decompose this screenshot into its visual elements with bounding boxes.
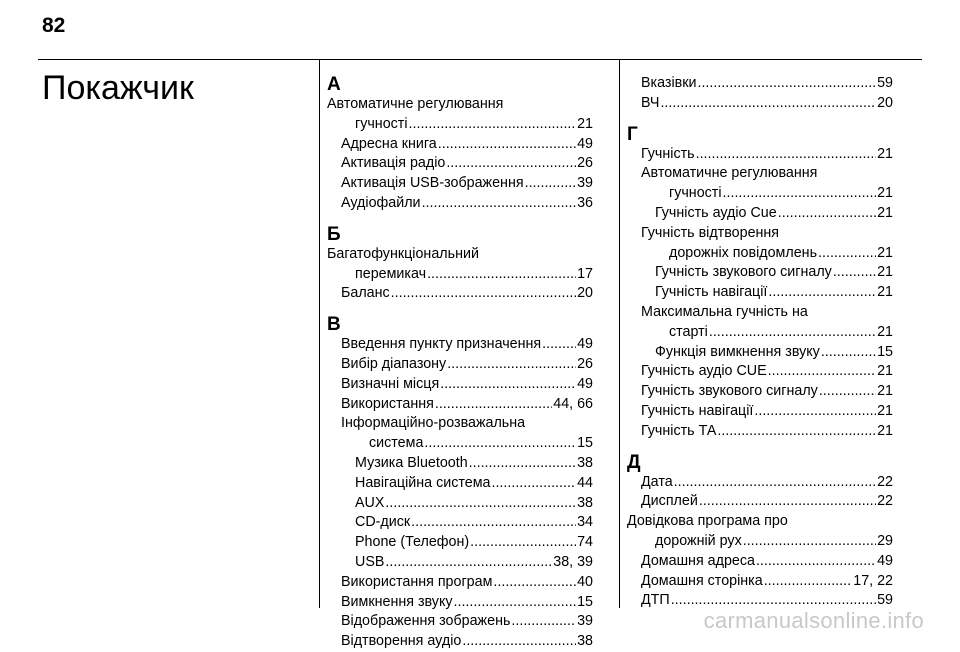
entry-label: Введення пункту призначення <box>341 336 542 353</box>
page-reference[interactable]: 15 <box>577 593 593 610</box>
entry-label: Гучність ТА <box>641 422 717 439</box>
dot-leader <box>435 395 552 415</box>
page-reference[interactable]: 39 <box>577 613 593 630</box>
entry-label-line: Багатофункціональний <box>327 245 479 262</box>
dot-leader <box>411 513 576 533</box>
page-reference[interactable]: 21 <box>877 185 893 202</box>
dot-leader <box>440 375 576 395</box>
index-entry <box>627 94 893 114</box>
dot-leader <box>699 492 876 512</box>
entry-label: Гучність навігації <box>641 402 754 419</box>
dot-leader <box>833 263 876 283</box>
page-reference[interactable]: 44, 66 <box>553 395 593 412</box>
page-reference[interactable]: 21 <box>877 145 893 162</box>
dot-leader <box>756 552 876 572</box>
entry-label: Активація USB-зображення <box>341 175 524 192</box>
page-reference[interactable]: 38 <box>577 454 593 471</box>
entry-label-line: Автоматичне регулювання <box>327 96 504 112</box>
page-reference[interactable]: 38, 39 <box>553 553 593 570</box>
index-entry <box>627 492 893 512</box>
dot-leader <box>391 284 576 304</box>
index-entry <box>327 194 593 214</box>
dot-leader <box>424 434 576 454</box>
page-reference[interactable]: 40 <box>577 573 593 590</box>
page-reference[interactable]: 17 <box>577 265 593 282</box>
index-entry <box>327 375 593 395</box>
dot-leader <box>723 184 877 204</box>
dot-leader <box>525 174 577 194</box>
entry-label: дорожніх повідомлень <box>669 244 818 261</box>
dot-leader <box>660 94 876 114</box>
entry-label: гучності <box>669 185 722 202</box>
index-letter-heading: А <box>327 74 341 95</box>
page-reference[interactable]: 17, 22 <box>853 572 893 589</box>
index-entry <box>627 552 893 572</box>
entry-label: Вимкнення звуку <box>341 593 453 610</box>
page-reference[interactable]: 26 <box>577 355 593 372</box>
page-reference[interactable]: 38 <box>577 633 593 650</box>
dot-leader <box>674 473 876 493</box>
entry-label: Гучність навігації <box>655 284 768 301</box>
dot-leader <box>764 572 853 592</box>
index-subentry <box>327 454 593 474</box>
page-reference[interactable]: 21 <box>877 204 893 221</box>
index-entry <box>627 145 893 165</box>
dot-leader <box>696 145 876 165</box>
index-entry <box>627 74 893 94</box>
page-reference[interactable]: 38 <box>577 494 593 511</box>
entry-label: Phone (Телефон) <box>355 534 470 551</box>
page-reference[interactable]: 21 <box>877 244 893 261</box>
dot-leader <box>409 115 577 135</box>
dot-leader <box>454 593 577 613</box>
index-title: Покажчик <box>42 69 194 107</box>
watermark: carmanualsonline.info <box>703 608 924 633</box>
entry-label: Функція вимкнення звуку <box>655 343 820 360</box>
index-letter-heading: Б <box>327 223 341 245</box>
entry-label: CD-диск <box>355 514 411 531</box>
dot-leader <box>427 265 576 285</box>
entry-label: Визначні місця <box>341 375 440 392</box>
index-entry <box>327 355 593 375</box>
page-reference[interactable]: 15 <box>577 435 593 452</box>
entry-label: перемикач <box>355 265 427 282</box>
dot-leader <box>470 533 576 553</box>
index-entry <box>627 362 893 382</box>
page-reference[interactable]: 39 <box>577 175 593 192</box>
index-subentry <box>627 343 893 363</box>
page-reference[interactable]: 21 <box>877 323 893 340</box>
dot-leader <box>446 154 576 174</box>
entry-label: старті <box>669 323 708 340</box>
page-reference[interactable]: 49 <box>577 375 593 392</box>
index-entry <box>327 135 593 155</box>
page-reference[interactable]: 44 <box>577 474 593 491</box>
index-letter-heading: В <box>327 314 341 336</box>
page-reference[interactable]: 21 <box>877 284 893 301</box>
entry-label: Вибір діапазону <box>341 355 447 372</box>
entry-label: ДТП <box>641 592 670 609</box>
entry-label: Домашня адреса <box>641 552 755 569</box>
dot-leader <box>385 553 552 573</box>
index-entry <box>627 512 893 552</box>
entry-label: USB <box>355 553 385 570</box>
index-entry <box>627 473 893 493</box>
index-subentry <box>627 303 893 343</box>
entry-label: Активація радіо <box>341 155 446 172</box>
entry-label: Вказівки <box>641 75 697 91</box>
page-reference[interactable]: 59 <box>877 75 893 91</box>
page-reference[interactable]: 20 <box>577 285 593 302</box>
index-entry <box>327 174 593 194</box>
page-reference[interactable]: 49 <box>577 135 593 152</box>
entry-label: система <box>369 435 424 452</box>
index-subentry <box>327 494 593 514</box>
entry-label: Музика Bluetooth <box>355 454 468 471</box>
column-divider-left <box>319 60 320 608</box>
dot-leader <box>754 402 876 422</box>
dot-leader <box>422 194 577 214</box>
entry-label-line: Автоматичне регулювання <box>641 165 818 182</box>
entry-label: Адресна книга <box>341 135 437 152</box>
dot-leader <box>511 612 576 632</box>
dot-leader <box>542 335 576 355</box>
index-subentry <box>627 283 893 303</box>
entry-label: гучності <box>355 115 408 132</box>
header-rule <box>38 59 922 60</box>
dot-leader <box>818 244 876 264</box>
page-reference[interactable]: 21 <box>877 363 893 380</box>
page-reference[interactable]: 74 <box>577 534 593 551</box>
entry-label: Гучність <box>641 145 695 162</box>
entry-label: AUX <box>355 494 385 511</box>
index-subentry <box>627 224 893 264</box>
index-subentry <box>327 513 593 533</box>
index-subentry <box>327 414 593 454</box>
index-entry <box>627 422 893 442</box>
entry-label-line: Інформаційно-розважальна <box>341 415 526 432</box>
entry-label: Відтворення аудіо <box>341 633 462 650</box>
page-reference[interactable]: 21 <box>877 264 893 281</box>
dot-leader <box>821 343 876 363</box>
index-entry <box>627 382 893 402</box>
page-reference[interactable]: 59 <box>877 592 893 609</box>
page-reference[interactable]: 21 <box>877 422 893 439</box>
page-reference[interactable]: 49 <box>877 552 893 569</box>
index-entry <box>327 395 593 415</box>
index-subentry <box>627 263 893 283</box>
dot-leader <box>743 532 876 552</box>
page-reference[interactable]: 20 <box>877 94 893 111</box>
index-entry <box>627 572 893 592</box>
entry-label-line: Гучність відтворення <box>641 224 780 241</box>
dot-leader <box>469 454 576 474</box>
dot-leader <box>697 74 876 94</box>
entry-label: Гучність звукового сигналу <box>641 383 818 400</box>
index-entry <box>327 573 593 593</box>
dot-leader <box>778 204 876 224</box>
index-subentry <box>327 474 593 494</box>
entry-label: Відображення зображень <box>341 613 511 630</box>
index-entry <box>327 612 593 632</box>
index-subentry <box>327 553 593 573</box>
page-reference[interactable]: 36 <box>577 194 593 211</box>
dot-leader <box>768 283 876 303</box>
entry-label: Навігаційна система <box>355 474 491 491</box>
dot-leader <box>438 135 576 155</box>
entry-label: Гучність звукового сигналу <box>655 264 832 281</box>
index-letter-heading: Д <box>627 451 641 473</box>
index-entry <box>327 154 593 174</box>
page-reference[interactable]: 22 <box>877 473 893 490</box>
dot-leader <box>385 494 576 514</box>
index-entry <box>327 632 593 652</box>
entry-label: Гучність аудіо CUE <box>641 363 767 380</box>
index-subentry <box>627 164 893 204</box>
entry-label: Використання програм <box>341 573 493 590</box>
entry-label: Домашня сторінка <box>641 572 763 589</box>
index-entry <box>627 402 893 422</box>
entry-label-line: Довідкова програма про <box>627 513 788 530</box>
entry-label: ВЧ <box>641 94 660 111</box>
dot-leader <box>717 422 876 442</box>
dot-leader <box>447 355 576 375</box>
dot-leader <box>709 323 876 343</box>
page-reference[interactable]: 34 <box>577 514 593 531</box>
entry-label: Гучність аудіо Cue <box>655 204 777 221</box>
page-reference[interactable]: 29 <box>877 532 893 549</box>
page-reference[interactable]: 49 <box>577 336 593 353</box>
page-reference[interactable]: 15 <box>877 343 893 360</box>
dot-leader <box>819 382 876 402</box>
dot-leader <box>491 474 576 494</box>
index-column-2 <box>627 74 893 611</box>
page-reference[interactable]: 21 <box>877 402 893 419</box>
dot-leader <box>493 573 576 593</box>
page-reference[interactable]: 21 <box>877 383 893 400</box>
entry-label: дорожній рух <box>655 532 742 549</box>
index-subentry <box>627 204 893 224</box>
column-divider-right <box>619 60 620 608</box>
entry-label: Дисплей <box>641 493 698 510</box>
index-subentry <box>327 533 593 553</box>
entry-label: Баланс <box>341 285 390 302</box>
index-letter-heading: Г <box>627 123 638 145</box>
page-reference[interactable]: 22 <box>877 493 893 510</box>
index-entry <box>327 593 593 613</box>
entry-label: Дата <box>641 473 673 490</box>
index-entry <box>327 245 593 285</box>
index-column-1 <box>327 74 593 652</box>
page-reference[interactable]: 26 <box>577 155 593 172</box>
page-number: 82 <box>42 14 66 37</box>
page-reference[interactable]: 21 <box>577 115 593 132</box>
index-entry <box>327 95 593 135</box>
dot-leader <box>768 362 876 382</box>
dot-leader <box>462 632 576 652</box>
entry-label: Аудіофайли <box>341 194 421 211</box>
index-entry <box>327 284 593 304</box>
entry-label: Використання <box>341 395 434 412</box>
entry-label-line: Максимальна гучність на <box>641 303 808 320</box>
index-entry <box>327 335 593 355</box>
